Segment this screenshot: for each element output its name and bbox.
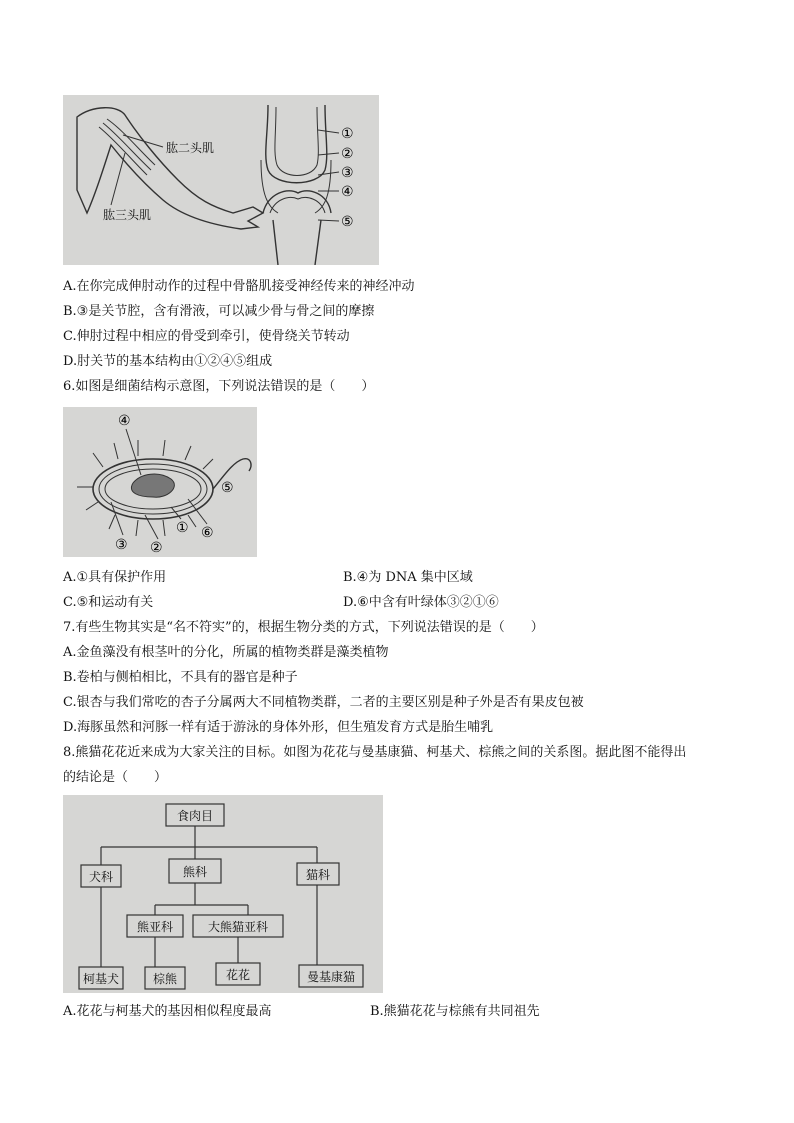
bacterium-marker-1: ①: [176, 520, 189, 536]
joint-marker-3: ③: [341, 165, 354, 181]
q5-option-a: A.在你完成伸肘动作的过程中骨骼肌接受神经传来的神经冲动: [63, 279, 415, 294]
node-cat-family: 猫科: [305, 868, 331, 882]
biceps-label: 肱二头肌: [166, 141, 215, 155]
triceps-label: 肱三头肌: [103, 208, 152, 222]
node-bear-family: 熊科: [182, 865, 208, 879]
joint-marker-1: ①: [341, 126, 354, 142]
node-dog-family: 犬科: [88, 870, 114, 884]
q8-stem-line1: 8.熊猫花花近来成为大家关注的目标。如图为花花与曼基康猫、柯基犬、棕熊之间的关系图。据此图不能得出: [63, 745, 687, 760]
node-huahua: 花花: [225, 968, 251, 982]
q7-option-d: D.海豚虽然和河豚一样有适于游泳的身体外形，但生殖发育方式是胎生哺乳: [63, 720, 494, 735]
joint-marker-5: ⑤: [341, 214, 354, 230]
node-brown-bear: 棕熊: [152, 972, 178, 986]
bacterium-marker-6: ⑥: [201, 525, 214, 541]
node-corgi: 柯基犬: [82, 972, 120, 986]
node-munchkin: 曼基康猫: [306, 970, 356, 984]
classification-tree-drawing: [63, 795, 383, 993]
bacterium-marker-2: ②: [150, 540, 163, 556]
classification-tree-figure: [63, 795, 383, 993]
q6-stem: 6.如图是细菌结构示意图，下列说法错误的是（ ）: [63, 379, 375, 394]
q8-stem-line2: 的结论是（ ）: [63, 770, 168, 785]
bacterium-marker-5: ⑤: [221, 480, 234, 496]
arm-joint-figure: [63, 95, 379, 265]
q8-option-a: A.花花与柯基犬的基因相似程度最高: [63, 1004, 272, 1019]
q7-option-a: A.金鱼藻没有根茎叶的分化，所属的植物类群是藻类植物: [63, 645, 389, 660]
q6-option-d: D.⑥中含有叶绿体③②①⑥: [343, 595, 499, 610]
bacterium-drawing: [63, 407, 257, 557]
q6-option-c: C.⑤和运动有关: [63, 595, 154, 610]
bacterium-marker-4: ④: [118, 413, 131, 429]
node-bear-subfamily: 熊亚科: [136, 920, 174, 934]
q5-option-b: B.③是关节腔，含有滑液，可以减少骨与骨之间的摩擦: [63, 304, 375, 319]
q8-option-b: B.熊猫花花与棕熊有共同祖先: [370, 1004, 540, 1019]
q7-stem: 7.有些生物其实是“名不符实”的，根据生物分类的方式，下列说法错误的是（ ）: [63, 620, 544, 635]
bacterium-figure: [63, 407, 257, 557]
q7-option-c: C.银杏与我们常吃的杏子分属两大不同植物类群，二者的主要区别是种子外是否有果皮包被: [63, 695, 584, 710]
q5-option-d: D.肘关节的基本结构由①②④⑤组成: [63, 354, 273, 369]
q5-option-c: C.伸肘过程中相应的骨受到牵引，使骨绕关节转动: [63, 329, 350, 344]
node-order: 食肉目: [176, 809, 214, 823]
node-panda-subfamily: 大熊猫亚科: [207, 920, 269, 934]
joint-marker-2: ②: [341, 146, 354, 162]
bacterium-marker-3: ③: [115, 537, 128, 553]
q6-option-a: A.①具有保护作用: [63, 570, 167, 585]
q6-option-b: B.④为 DNA 集中区域: [343, 570, 473, 585]
q7-option-b: B.卷柏与侧柏相比，不具有的器官是种子: [63, 670, 298, 685]
arm-joint-drawing: [63, 95, 379, 265]
joint-marker-4: ④: [341, 184, 354, 200]
